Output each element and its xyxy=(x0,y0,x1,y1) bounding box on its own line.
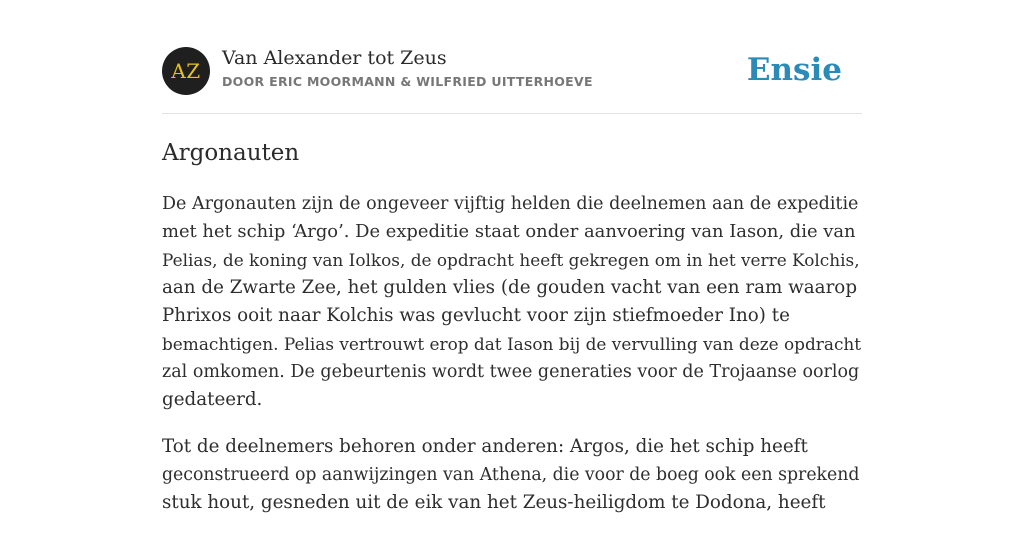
text-line: Pelias, de koning van Iolkos, de opdracht heeft gekregen om in het verre Kolchis, xyxy=(162,250,860,270)
entry-title: Argonauten xyxy=(162,140,300,166)
paragraph xyxy=(162,433,862,517)
text-line: De Argonauten zijn de ongeveer vijftig helden die deelnemen aan de expeditie xyxy=(162,194,859,214)
text-line: Phrixos ooit naar Kolchis was gevlucht voor zijn stiefmoeder Ino) te xyxy=(162,305,790,326)
ensie-logo[interactable]: Ensie xyxy=(746,52,842,88)
book-authors: DOOR ERIC MOORMANN & WILFRIED UITTERHOEVE xyxy=(222,74,593,89)
text-line: met het schip ‘Argo’. De expeditie staat onder aanvoering van Iason, die van xyxy=(162,221,856,242)
text-line: aan de Zwarte Zee, het gulden vlies (de gouden vacht van een ram waarop xyxy=(162,277,858,298)
book-title[interactable]: Van Alexander tot Zeus xyxy=(222,47,447,69)
entry-body xyxy=(162,190,862,536)
header xyxy=(162,46,862,96)
text-line: bemachtigen. Pelias vertrouwt erop dat Iason bij de vervulling van deze opdracht xyxy=(162,334,862,354)
text-line: geconstrueerd op aanwijzingen van Athena, die voor de boeg ook een sprekend xyxy=(162,465,860,485)
text-line: gedateerd. xyxy=(162,389,263,410)
avatar[interactable]: AZ xyxy=(162,47,210,95)
text-line: zal omkomen. De gebeurtenis wordt twee generaties voor de Trojaanse oorlog xyxy=(162,362,860,382)
text-line: stuk hout, gesneden uit de eik van het Zeus-heiligdom te Dodona, heeft xyxy=(162,492,826,513)
text-line: Tot de deelnemers behoren onder anderen: Argos, die het schip heeft xyxy=(162,436,808,457)
header-divider xyxy=(162,113,862,114)
paragraph xyxy=(162,190,862,414)
